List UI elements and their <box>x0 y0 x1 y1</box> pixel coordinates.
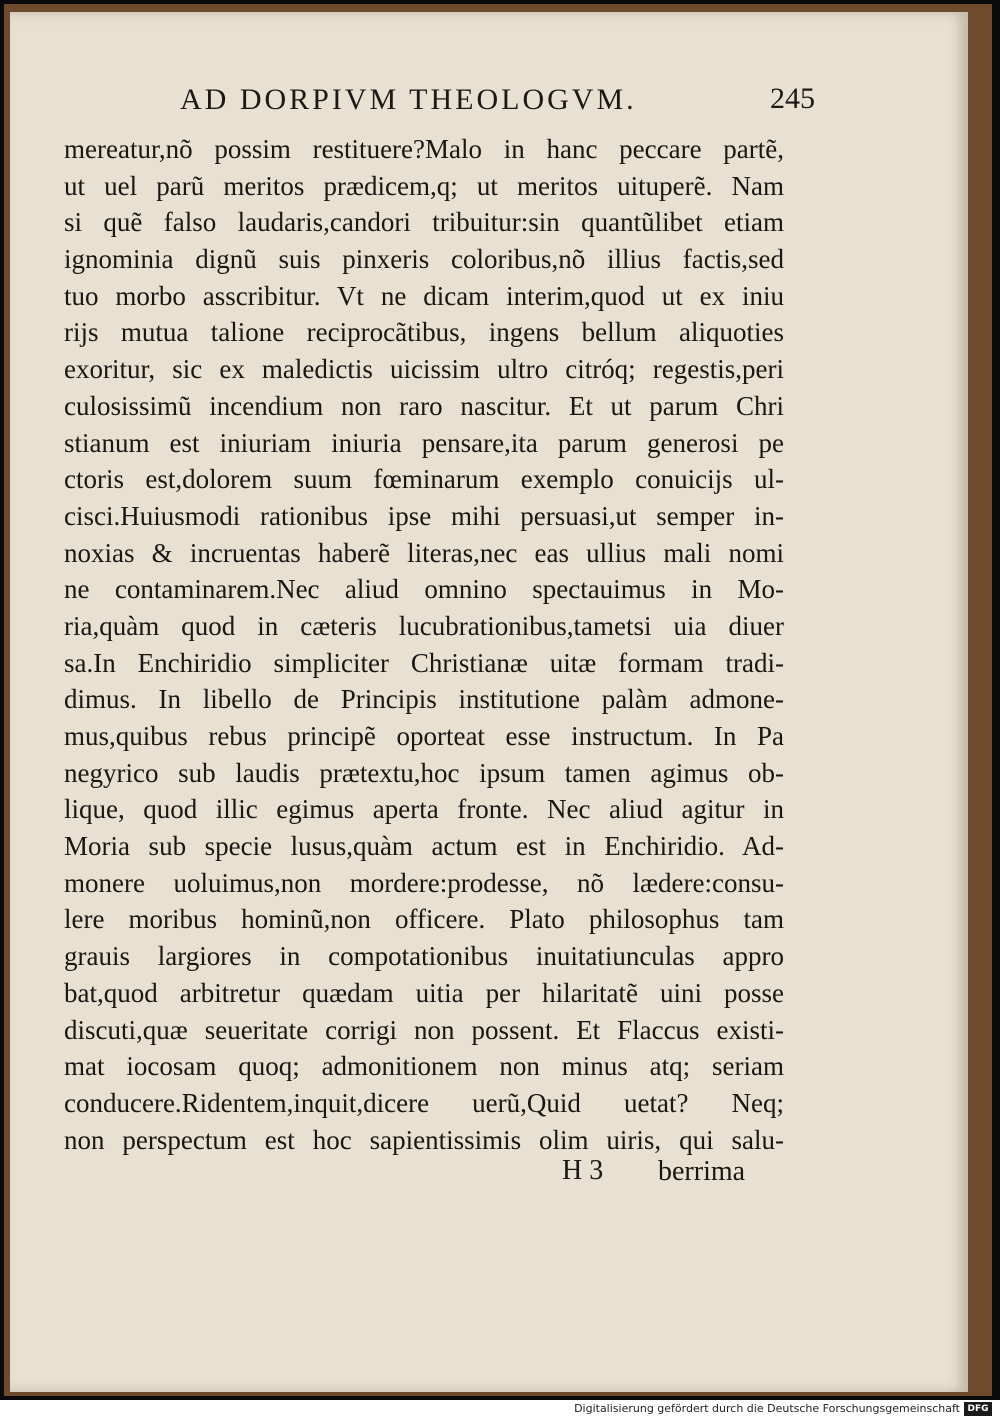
text-line: ignominia dignũ suis pinxeris coloribus,nõ illius factis,sed <box>64 244 784 275</box>
text-line: si quẽ falso laudaris,candori tribuitur:sin quantũlibet etiam <box>64 207 784 238</box>
text-line: monere uoluimus,non mordere:prodesse, nõ lædere:consu- <box>64 867 784 898</box>
page-number: 245 <box>770 82 815 115</box>
footer-credit: Digitalisierung gefördert durch die Deutsche Forschungsgemeinschaft <box>574 1402 960 1415</box>
text-line: mat iocosam quoq; admonitionem non minus atq; seriam <box>64 1051 784 1082</box>
text-line: tuo morbo asscribitur. Vt ne dicam interim,quod ut ex iniu <box>64 280 784 311</box>
text-line: lere moribus hominũ,non officere. Plato philosophus tam <box>64 904 784 935</box>
text-line: exoritur, sic ex maledictis uicissim ultro citróq; regestis,peri <box>64 354 784 385</box>
text-line: grauis largiores in compotationibus inuitatiunculas appro <box>64 941 784 972</box>
text-line: ne contaminarem.Nec aliud omnino spectauimus in Mo- <box>64 574 784 605</box>
text-block <box>64 131 784 1158</box>
text-line: dimus. In libello de Principis institutione palàm admone- <box>64 684 784 715</box>
text-line: culosissimũ incendium non raro nascitur. Et ut parum Chri <box>64 390 784 421</box>
text-line: ut uel parũ meritos prædicem,q; ut meritos uituperẽ. Nam <box>64 170 784 201</box>
text-line: negyrico sub laudis prætextu,hoc ipsum tamen agimus ob- <box>64 757 784 788</box>
signature-mark: H 3 <box>562 1155 604 1186</box>
text-line: noxias & incruentas haberẽ literas,nec eas ullius mali nomi <box>64 537 784 568</box>
text-line: discuti,quæ seueritate corrigi non possent. Et Flaccus existi- <box>64 1014 784 1045</box>
text-line: cisci.Huiusmodi rationibus ipse mihi persuasi,ut semper in- <box>64 500 784 531</box>
text-line: stianum est iniuriam iniuria pensare,ita parum generosi pe <box>64 427 784 458</box>
text-line: mereatur,nõ possim restituere?Malo in hanc peccare partẽ, <box>64 134 784 164</box>
running-head: AD DORPIVM THEOLOGVM. <box>180 83 637 116</box>
text-line: ctoris est,dolorem suum fœminarum exemplo conuicijs ul- <box>64 464 784 495</box>
text-line: rijs mutua talione reciprocãtibus, ingens bellum aliquoties <box>64 317 784 348</box>
text-line: ria,quàm quod in cæteris lucubrationibus,tametsi uia diuer <box>64 610 784 641</box>
catchword: berrima <box>658 1156 746 1187</box>
text-line: conducere.Ridentem,inquit,dicere uerũ,Quid uetat? Neq; <box>64 1087 784 1118</box>
text-line: non perspectum est hoc sapientissimis olim uiris, qui salu- <box>64 1124 784 1155</box>
text-line: bat,quod arbitretur quædam uitia per hilaritatẽ uini posse <box>64 977 784 1008</box>
footer-bar <box>0 1400 1000 1420</box>
text-line: sa.In Enchiridio simpliciter Christianæ uitæ formam tradi- <box>64 647 784 678</box>
text-line: mus,quibus rebus principẽ oporteat esse instructum. In Pa <box>64 721 784 751</box>
text-line: Moria sub specie lusus,quàm actum est in Enchiridio. Ad- <box>64 831 784 862</box>
dfg-logo: DFG <box>964 1402 992 1416</box>
text-line: lique, quod illic egimus aperta fronte. Nec aliud agitur in <box>64 794 784 825</box>
